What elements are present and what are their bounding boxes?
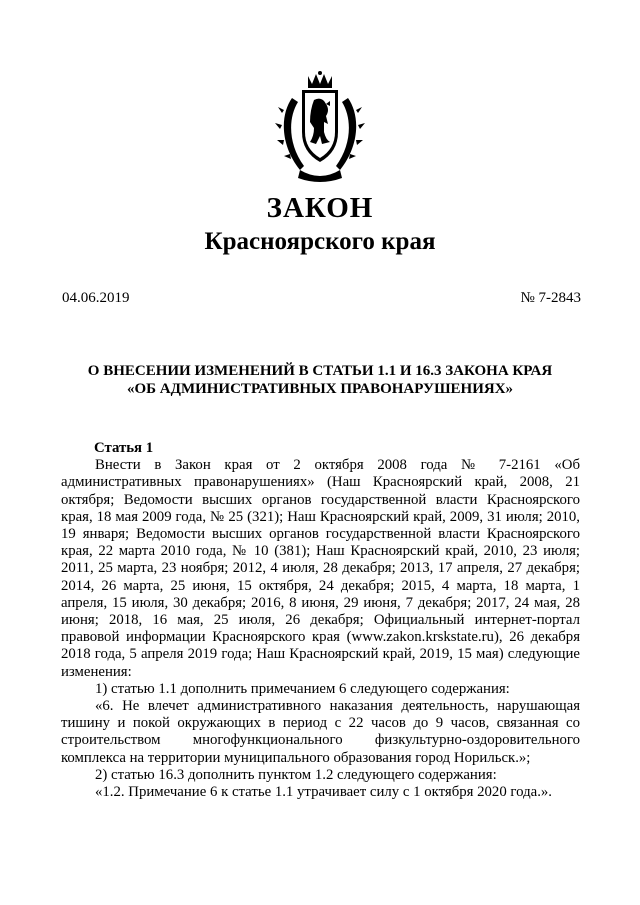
law-date: 04.06.2019 bbox=[62, 290, 130, 306]
article-title: Статья 1 bbox=[94, 440, 154, 456]
law-heading-line-1: О ВНЕСЕНИИ ИЗМЕНЕНИЙ В СТАТЬИ 1.1 И 16.3 ЗАКОНА КРАЯ bbox=[87, 363, 553, 379]
law-heading-line-2: «ОБ АДМИНИСТРАТИВНЫХ ПРАВОНАРУШЕНИЯХ» bbox=[126, 381, 514, 397]
coat-of-arms-icon bbox=[270, 70, 370, 185]
law-title: ЗАКОН bbox=[266, 192, 374, 224]
law-region: Красноярского края bbox=[204, 228, 436, 255]
article-quote-2: «1.2. Примечание 6 к статье 1.1 утрачивает силу с 1 октября 2020 года.». bbox=[95, 784, 552, 801]
article-intro: Внести в Закон края от 2 октября 2008 года № 7-2161 «Об административных правонарушениях» (Наш Красноярский край, 2008, 21 октября; Ведомости высших органов государственной власти Красноярского края, 18 мая 2009 года, № 25 (321); Наш Красноярский край, 2009, 31 июля; 2010, 19 января; Ведомости высших органов государственной власти Красноярского края, 22 марта 2010 года, № 10 (381); Наш Красноярский край, 2010, 23 июля; 2011, 25 марта, 23 ноября; 2012, 4 июля, 28 декабря; 2013, 17 апреля, 27 декабря; 2014, 26 марта, 25 июня, 15 октября, 24 декабря; 2015, 4 марта, 18 марта, 1 апреля, 15 июля, 30 декабря; 2016, 8 июня, 29 июня, 7 декабря; 2017, 24 мая, 28 июня; 2018, 16 мая, 25 июля, 26 декабря; Официальный интернет-портал правовой информации Красноярского края (www.zakon.krskstate.ru), 26 декабря 2018 года, 5 апреля 2019 года; Наш Красноярский край, 2019, 15 мая) следующие изменения: bbox=[61, 457, 580, 680]
law-number: № 7-2843 bbox=[520, 290, 581, 306]
article-body bbox=[61, 440, 580, 801]
article-quote-1: «6. Не влечет административного наказания деятельность, нарушающая тишину и покой окружающих в период с 22 часов до 9 часов, связанная со строительством многофункционального физкультурно-оздоровительного комплекса на территории муниципального образования город Норильск.»; bbox=[61, 698, 580, 766]
article-item-2: 2) статью 16.3 дополнить пунктом 1.2 следующего содержания: bbox=[95, 766, 497, 783]
article-item-1: 1) статью 1.1 дополнить примечанием 6 следующего содержания: bbox=[95, 680, 510, 697]
